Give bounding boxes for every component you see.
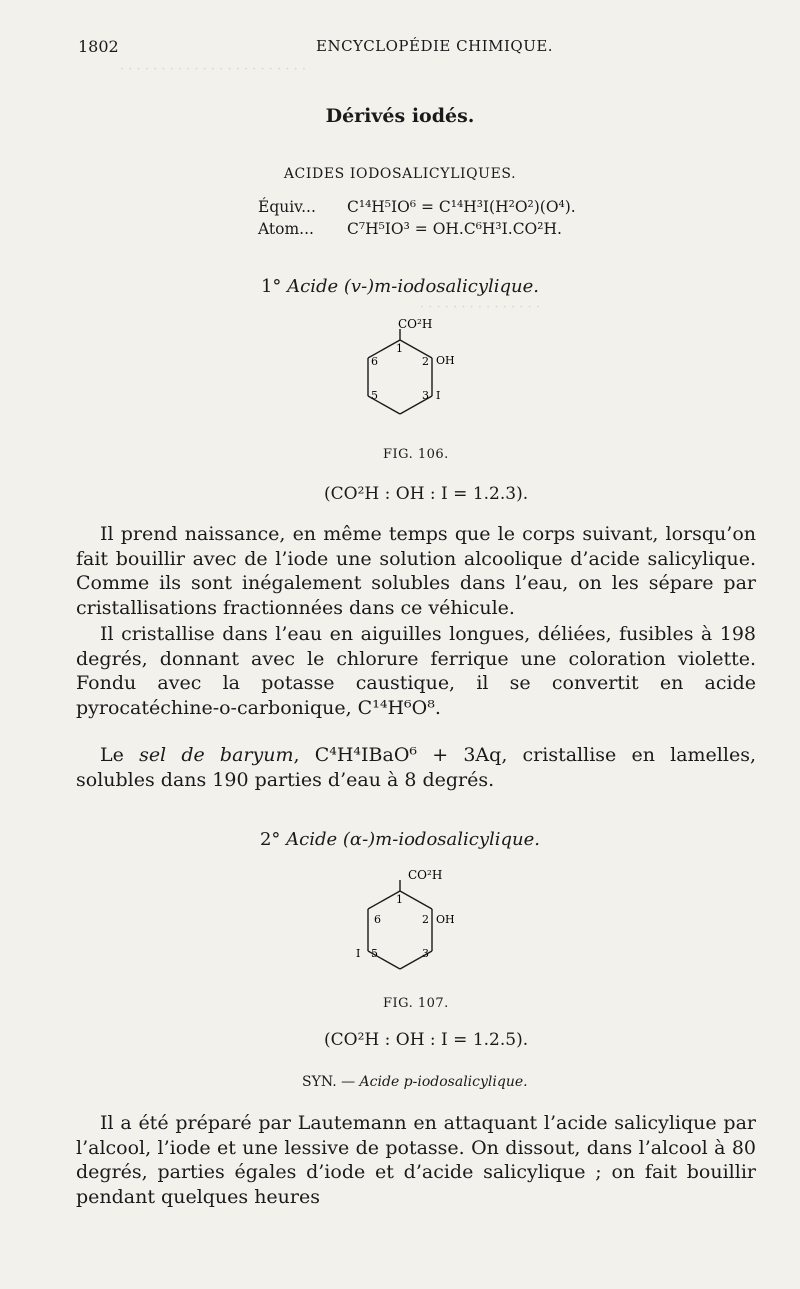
fig107-pos5: 5 <box>371 947 378 960</box>
compound2-position-formula: (CO²H : OH : I = 1.2.5). <box>324 1030 529 1050</box>
barium-rest: , cristallise en lamelles, solubles dans 190 parties d’eau à 8 degrés. <box>76 744 756 791</box>
fig107-iodine: I <box>356 947 361 960</box>
synonym-name: Acide p-iodosalicylique. <box>359 1074 528 1090</box>
compound1-position-formula: (CO²H : OH : I = 1.2.3). <box>324 484 529 504</box>
running-title: ENCYCLOPÉDIE CHIMIQUE. <box>316 37 554 55</box>
fig107-oh: OH <box>436 913 455 926</box>
synonym-line <box>302 1074 528 1090</box>
fig106-top-group: CO²H <box>398 317 433 331</box>
synonym-label: SYN. — <box>302 1074 356 1090</box>
fig106-oh: OH <box>436 354 455 367</box>
fig106-pos5: 5 <box>371 389 378 402</box>
compound2-title <box>0 829 800 850</box>
section-title: Dérivés iodés. <box>325 105 475 127</box>
figure-107-caption: FIG. 107. <box>383 996 449 1011</box>
compound1-number: 1° <box>260 276 282 297</box>
fig107-pos3: 3 <box>422 947 429 960</box>
compound1-title <box>0 276 800 297</box>
bleed-through: · · · · · · · · · · · · · · · <box>420 300 540 315</box>
fig107-pos6: 6 <box>374 913 381 926</box>
fig107-pos2: 2 <box>422 913 429 926</box>
atom-formula: C⁷H⁵IO³ = OH.C⁶H³I.CO²H. <box>347 220 562 238</box>
fig106-pos1: 1 <box>396 342 403 355</box>
equiv-label: Équiv... <box>258 198 316 216</box>
fig106-iodine: I <box>436 389 441 402</box>
paragraph: Il prend naissance, en même temps que le corps suivant, lorsqu’on fait bouillir avec de l’iode une solution alcoolique d’acide salicylique. Comme ils sont inégalement solubles dans l’eau, on les sépare par cristallisations fractionnées dans ce véhicule. <box>76 523 756 619</box>
compound2-number: 2° <box>259 829 281 850</box>
barium-salt-paragraph <box>76 743 756 792</box>
equiv-formula: C¹⁴H⁵IO⁶ = C¹⁴H³I(H²O²)(O⁴). <box>347 198 576 216</box>
subsection-title: ACIDES IODOSALICYLIQUES. <box>283 166 517 182</box>
fig106-pos2: 2 <box>422 355 429 368</box>
barium-salt-name: sel de baryum <box>139 744 294 766</box>
barium-prefix: Le <box>100 744 140 766</box>
paragraph: Il a été préparé par Lautemann en attaquant l’acide salicylique par l’alcool, l’iode et une lessive de potasse. On dissout, dans l’alcool à 80 degrés, parties égales d’iode et d’acide salicylique ; on fait bouillir pendant quelques heures <box>76 1112 756 1208</box>
fig107-top-group: CO²H <box>408 868 443 882</box>
paragraph: Il cristallise dans l’eau en aiguilles longues, déliées, fusibles à 198 degrés, donnant avec le chlorure ferrique une coloration violette. Fondu avec la potasse caustique, il se convertit en acide pyrocatéchine-o-carbonique, C¹⁴H⁶O⁸. <box>76 623 756 719</box>
fig107-pos1: 1 <box>396 893 403 906</box>
barium-formula: , C⁴H⁴IBaO⁶ + 3Aq <box>293 744 502 766</box>
compound1-name: Acide (v-)m-iodosalicylique. <box>287 276 540 297</box>
figure-106-caption: FIG. 106. <box>383 447 449 462</box>
page-number: 1802 <box>78 37 119 56</box>
atom-label: Atom... <box>258 220 314 238</box>
bleed-through: · · · · · · · · · · · · · · · · · · · · · · · <box>120 62 306 77</box>
fig106-pos3: 3 <box>422 389 429 402</box>
figure-107-benzene-ring <box>330 865 470 985</box>
fig106-pos6: 6 <box>371 355 378 368</box>
compound2-name: Acide (α-)m-iodosalicylique. <box>286 829 541 850</box>
figure-106-benzene-ring <box>330 312 470 432</box>
